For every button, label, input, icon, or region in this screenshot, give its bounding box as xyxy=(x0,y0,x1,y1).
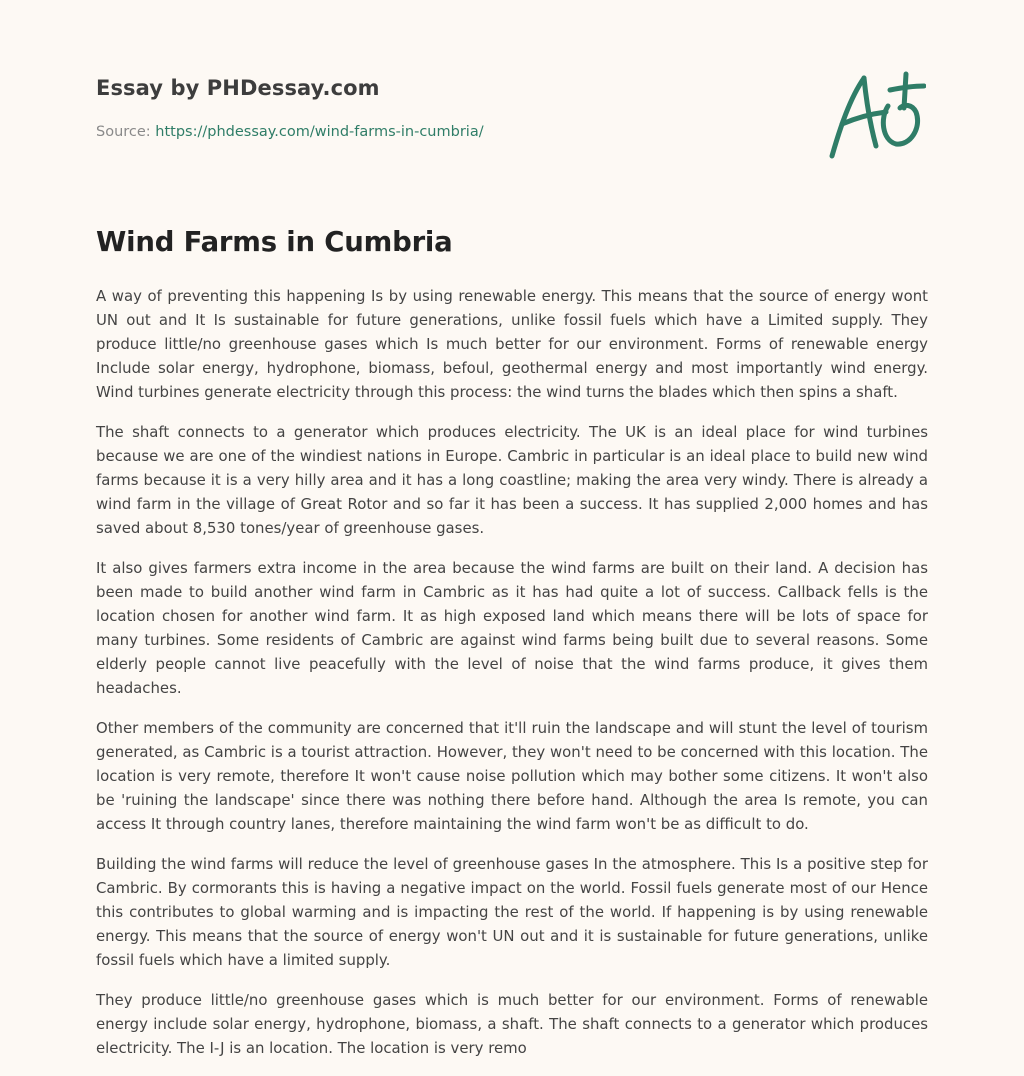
source-line xyxy=(96,124,484,140)
essay-paragraph: It also gives farmers extra income in the area because the wind farms are built on their land. A decision has been made to build another wind farm in Cambric as it has had quite a lot of success. Callback fells is the location chosen for another wind farm. It as high exposed land which means there will be lots of space for many turbines. Some residents of Cambric are against wind farms being built due to several reasons. Some elderly people cannot live peacefully with the level of noise that the wind farms produce, it gives them headaches. xyxy=(96,559,928,697)
essay-body xyxy=(96,284,928,1076)
essay-paragraph: Other members of the community are concerned that it'll ruin the landscape and will stunt the level of tourism generated, as Cambric is a tourist attraction. However, they won't need to be concerned with this location. The location is very remote, therefore It won't cause noise pollution which may bother some citizens. It won't also be 'ruining the landscape' since there was nothing there before hand. Although the area Is remote, you can access It through country lanes, therefore maintaining the wind farm won't be as difficult to do. xyxy=(96,719,928,833)
essay-title: Wind Farms in Cumbria xyxy=(96,226,453,258)
a-plus-logo-icon xyxy=(826,68,926,164)
source-label: Source: xyxy=(96,124,151,140)
site-title: Essay by PHDessay.com xyxy=(96,76,380,100)
essay-paragraph: The shaft connects to a generator which produces electricity. The UK is an ideal place for wind turbines because we are one of the windiest nations in Europe. Cambric in particular is an ideal place to build new wind farms because it is a very hilly area and it has a long coastline; making the area very windy. There is already a wind farm in the village of Great Rotor and so far it has been a success. It has supplied 2,000 homes and has saved about 8,530 tones/year of greenhouse gases. xyxy=(96,423,928,537)
source-link[interactable]: https://phdessay.com/wind-farms-in-cumbria/ xyxy=(155,124,484,140)
essay-paragraph: A way of preventing this happening Is by using renewable energy. This means that the source of energy wont UN out and It Is sustainable for future generations, unlike fossil fuels which have a Limited supply. They produce little/no greenhouse gases which Is much better for our environment. Forms of renewable energy Include solar energy, hydrophone, biomass, befoul, geothermal energy and most importantly wind energy. Wind turbines generate electricity through this process: the wind turns the blades which then spins a shaft. xyxy=(96,287,928,401)
essay-paragraph: Building the wind farms will reduce the level of greenhouse gases In the atmosphere. This Is a positive step for Cambric. By cormorants this is having a negative impact on the world. Fossil fuels generate most of our Hence this contributes to global warming and is impacting the rest of the world. If happening is by using renewable energy. This means that the source of energy won't UN out and it is sustainable for future generations, unlike fossil fuels which have a limited supply. xyxy=(96,855,928,969)
essay-paragraph: They produce little/no greenhouse gases which is much better for our environment. Forms of renewable energy include solar energy, hydrophone, biomass, a shaft. The shaft connects to a generator which produces electricity. The I-J is an location. The location is very remo xyxy=(96,991,928,1057)
site-header xyxy=(96,76,928,196)
